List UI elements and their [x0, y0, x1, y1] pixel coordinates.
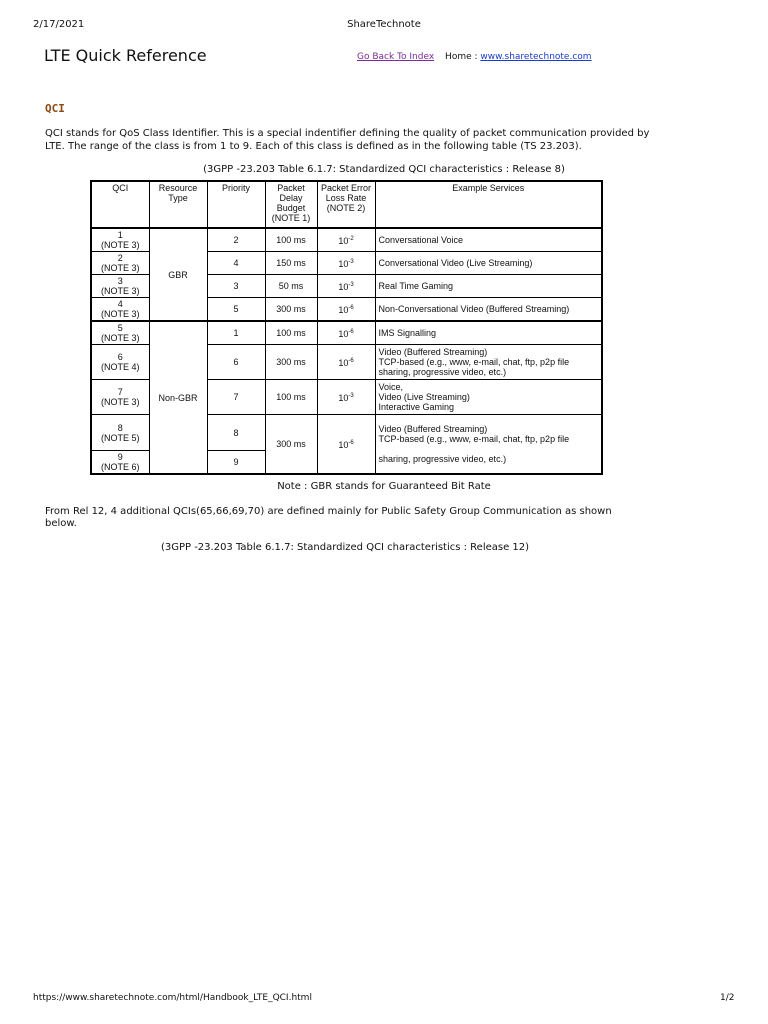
delay-cell: 300 ms — [265, 298, 317, 322]
header-qci: QCI — [91, 181, 149, 228]
loss-cell: $10^{-6}$ — [317, 298, 375, 322]
loss-cell: $10^{-3}$ — [317, 380, 375, 415]
qci-cell: 1 (NOTE 3) — [91, 228, 149, 252]
page-number: 1/2 — [720, 993, 735, 1003]
site-title: ShareTechnote — [347, 19, 421, 30]
back-to-index-link[interactable]: Go Back To Index — [357, 52, 435, 62]
home-link[interactable]: www.sharetechnote.com — [480, 52, 592, 62]
page-title: LTE Quick Reference — [44, 46, 207, 65]
header-error-loss: Packet Error Loss Rate (NOTE 2) — [317, 181, 375, 228]
table2-caption: (3GPP -23.203 Table 6.1.7: Standardized QCI characteristics : Release 12) — [160, 542, 530, 553]
services-cell: IMS Signalling — [375, 321, 602, 345]
rel12-paragraph: From Rel 12, 4 additional QCIs(65,66,69,70) are defined mainly for Public Safety Group Communication as shown below. — [45, 506, 612, 529]
loss-cell: $10^{-3}$ — [317, 252, 375, 275]
resource-type-gbr: GBR — [149, 228, 207, 321]
delay-cell: 100 ms — [265, 321, 317, 345]
header-delay-budget: Packet Delay Budget (NOTE 1) — [265, 181, 317, 228]
delay-cell: 50 ms — [265, 275, 317, 298]
header-priority: Priority — [207, 181, 265, 228]
loss-cell: $10^{-2}$ — [317, 228, 375, 252]
qci-cell: 4 (NOTE 3) — [91, 298, 149, 322]
table1-caption: (3GPP -23.203 Table 6.1.7: Standardized QCI characteristics : Release 8) — [203, 164, 565, 175]
qci-cell: 2 (NOTE 3) — [91, 252, 149, 275]
delay-cell: 100 ms — [265, 380, 317, 415]
header-example-services: Example Services — [375, 181, 602, 228]
services-cell: Voice, Video (Live Streaming) Interactive Gaming — [375, 380, 602, 415]
header-resource-type: Resource Type — [149, 181, 207, 228]
qci-cell: 6 (NOTE 4) — [91, 345, 149, 380]
qci-cell: 8 (NOTE 5) — [91, 415, 149, 451]
qci-cell: 5 (NOTE 3) — [91, 321, 149, 345]
delay-cell: 300 ms — [265, 415, 317, 475]
services-cell: Conversational Voice — [375, 228, 602, 252]
home-label: Home : — [445, 52, 478, 62]
priority-cell: 1 — [207, 321, 265, 345]
services-cell: Video (Buffered Streaming) TCP-based (e.g., www, e-mail, chat, ftp, p2p file sharing, progressive video, etc.) — [375, 415, 602, 475]
delay-cell: 150 ms — [265, 252, 317, 275]
priority-cell: 6 — [207, 345, 265, 380]
services-cell: Non-Conversational Video (Buffered Streaming) — [375, 298, 602, 322]
priority-cell: 7 — [207, 380, 265, 415]
loss-cell: $10^{-6}$ — [317, 345, 375, 380]
table-header-row — [91, 181, 602, 228]
print-date: 2/17/2021 — [33, 19, 85, 30]
table-row — [91, 228, 602, 252]
top-nav — [357, 52, 592, 62]
qci-cell: 3 (NOTE 3) — [91, 275, 149, 298]
table-note: Note : GBR stands for Guaranteed Bit Rate — [277, 481, 491, 492]
priority-cell: 5 — [207, 298, 265, 322]
footer-url: https://www.sharetechnote.com/html/Handbook_LTE_QCI.html — [33, 993, 312, 1003]
loss-cell: $10^{-6}$ — [317, 321, 375, 345]
priority-cell: 4 — [207, 252, 265, 275]
qci-table — [90, 180, 603, 475]
priority-cell: 8 — [207, 415, 265, 451]
section-heading: QCI — [45, 102, 65, 115]
priority-cell: 2 — [207, 228, 265, 252]
qci-cell: 9 (NOTE 6) — [91, 451, 149, 475]
services-cell: Conversational Video (Live Streaming) — [375, 252, 602, 275]
qci-cell: 7 (NOTE 3) — [91, 380, 149, 415]
priority-cell: 3 — [207, 275, 265, 298]
delay-cell: 100 ms — [265, 228, 317, 252]
delay-cell: 300 ms — [265, 345, 317, 380]
intro-paragraph: QCI stands for QoS Class Identifier. This is a special indentifier defining the quality of packet communication provided by LTE. The range of the class is from 1 to 9. Each of this class is defined as in the following table (TS 23.203). — [45, 128, 650, 152]
loss-cell: $10^{-3}$ — [317, 275, 375, 298]
services-cell: Video (Buffered Streaming) TCP-based (e.g., www, e-mail, chat, ftp, p2p file sharing, progressive video, etc.) — [375, 345, 602, 380]
resource-type-non-gbr: Non-GBR — [149, 321, 207, 474]
services-cell: Real Time Gaming — [375, 275, 602, 298]
priority-cell: 9 — [207, 451, 265, 475]
loss-cell: $10^{-6}$ — [317, 415, 375, 475]
table-row — [91, 321, 602, 345]
